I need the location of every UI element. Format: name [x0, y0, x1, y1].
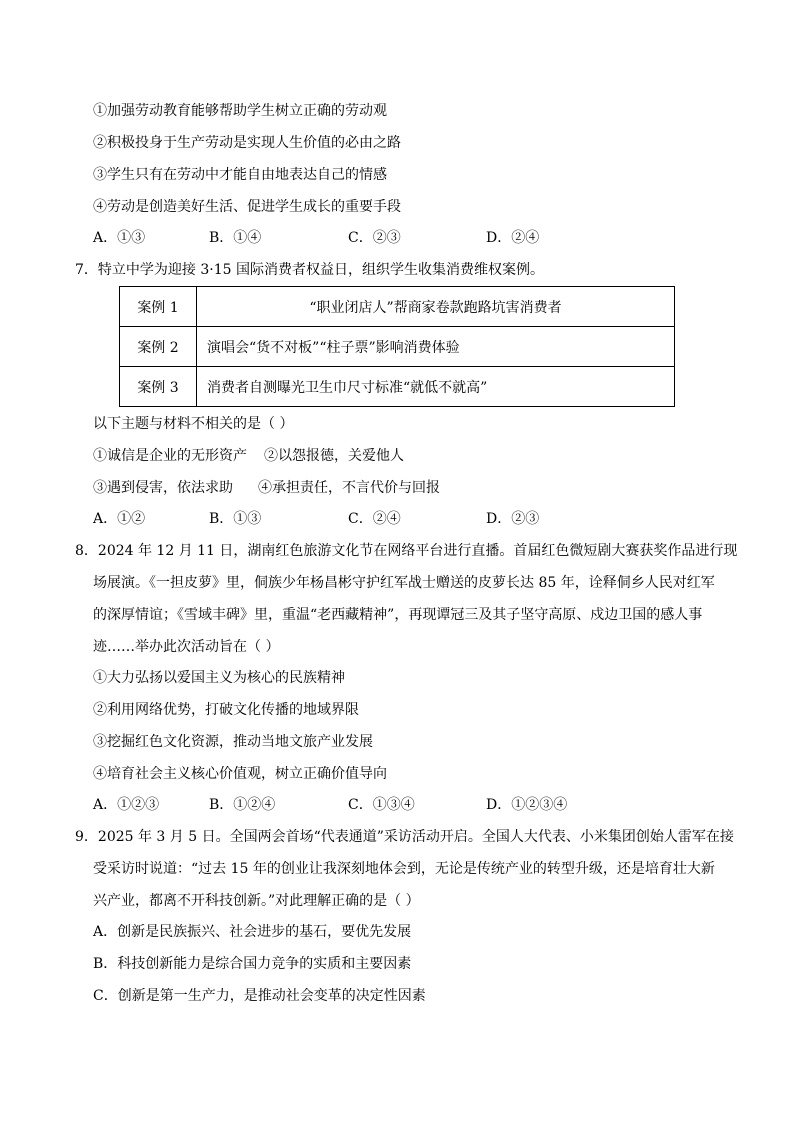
q9-option-a[interactable]: A．创新是民族振兴、社会进步的基石，要优先发展 [93, 924, 412, 940]
q6-statement-2: ②积极投身于生产劳动是实现人生价值的必由之路 [93, 135, 401, 151]
case-label: 案例 1 [120, 287, 197, 327]
case-text: 演唱会“货不对板”“柱子票”影响消费体验 [197, 327, 675, 367]
q8-option-b[interactable]: B．①②④ [209, 797, 276, 813]
q7-statement-3: ③遇到侵害，依法求助 [93, 480, 233, 496]
q6-statement-3: ③学生只有在劳动中才能自由地表达自己的情感 [93, 167, 387, 183]
q7-option-a[interactable]: A．①② [93, 511, 146, 527]
q8-option-a[interactable]: A．①②③ [93, 797, 160, 813]
q7-stem: 7．特立中学为迎接 3·15 国际消费者权益日，组织学生收集消费维权案例。 [75, 262, 544, 278]
q6-option-c[interactable]: C．②③ [348, 230, 401, 246]
q8-stem-line-1: 8．2024 年 12 月 11 日，湖南红色旅游文化节在网络平台进行直播。首届红色微短剧大赛获奖作品进行现 [75, 543, 738, 559]
q8-option-c[interactable]: C．①③④ [348, 797, 415, 813]
q6-statement-1: ①加强劳动教育能够帮助学生树立正确的劳动观 [93, 103, 387, 119]
q7-statement-2: ②以怨报德，关爱他人 [264, 448, 404, 464]
table-row [120, 367, 675, 407]
q9-option-c[interactable]: C．创新是第一生产力，是推动社会变革的决定性因素 [93, 988, 426, 1004]
case-text: 消费者自测曝光卫生巾尺寸标准“就低不就高” [197, 367, 675, 407]
q8-statement-4: ④培育社会主义核心价值观，树立正确价值导向 [93, 766, 387, 782]
q8-statement-1: ①大力弘扬以爱国主义为核心的民族精神 [93, 670, 345, 686]
q6-option-d[interactable]: D．②④ [486, 230, 540, 246]
q9-option-b[interactable]: B．科技创新能力是综合国力竞争的实质和主要因素 [93, 956, 412, 972]
case-label: 案例 2 [120, 327, 197, 367]
q7-option-b[interactable]: B．①③ [209, 511, 262, 527]
q8-statement-3: ③挖掘红色文化资源，推动当地文旅产业发展 [93, 734, 373, 750]
q6-option-a[interactable]: A．①③ [93, 230, 146, 246]
q8-stem-line-4: 迹……举办此次活动旨在（ ） [93, 639, 280, 655]
q8-option-d[interactable]: D．①②③④ [486, 797, 568, 813]
q7-option-c[interactable]: C．②④ [348, 511, 401, 527]
q8-stem-line-2: 场展演。《一担皮萝》里，侗族少年杨昌彬守护红军战士赠送的皮萝长达 85 年，诠释侗乡人民对红军 [93, 575, 715, 591]
table-row [120, 287, 675, 327]
q9-stem-line-3: 兴产业，都离不开科技创新。”对此理解正确的是（ ） [93, 893, 420, 909]
q8-statement-2: ②利用网络优势，打破文化传播的地域界限 [93, 702, 359, 718]
case-label: 案例 3 [120, 367, 197, 407]
q7-statement-1: ①诚信是企业的无形资产 [93, 448, 247, 464]
q6-option-b[interactable]: B．①④ [209, 230, 262, 246]
q7-question: 以下主题与材料不相关的是（ ） [93, 416, 294, 432]
q6-statement-4: ④劳动是创造美好生活、促进学生成长的重要手段 [93, 199, 401, 215]
q7-statement-4: ④承担责任，不言代价与回报 [258, 480, 440, 496]
case-text: “职业闭店人”帮商家卷款跑路坑害消费者 [197, 287, 675, 327]
q9-stem-line-2: 受采访时说道：“过去 15 年的创业让我深刻地体会到，无论是传统产业的转型升级，还是培育壮大新 [93, 861, 715, 877]
q9-stem-line-1: 9．2025 年 3 月 5 日。全国两会首场“代表通道”采访活动开启。全国人大代表、小米集团创始人雷军在接 [75, 829, 734, 845]
q8-stem-line-3: 的深厚情谊；《雪域丰碑》里，重温“老西藏精神”，再现谭冠三及其子坚守高原、戍边卫国的感人事 [93, 607, 703, 623]
q7-case-table [119, 286, 675, 407]
q7-option-d[interactable]: D．②③ [486, 511, 540, 527]
table-row [120, 327, 675, 367]
